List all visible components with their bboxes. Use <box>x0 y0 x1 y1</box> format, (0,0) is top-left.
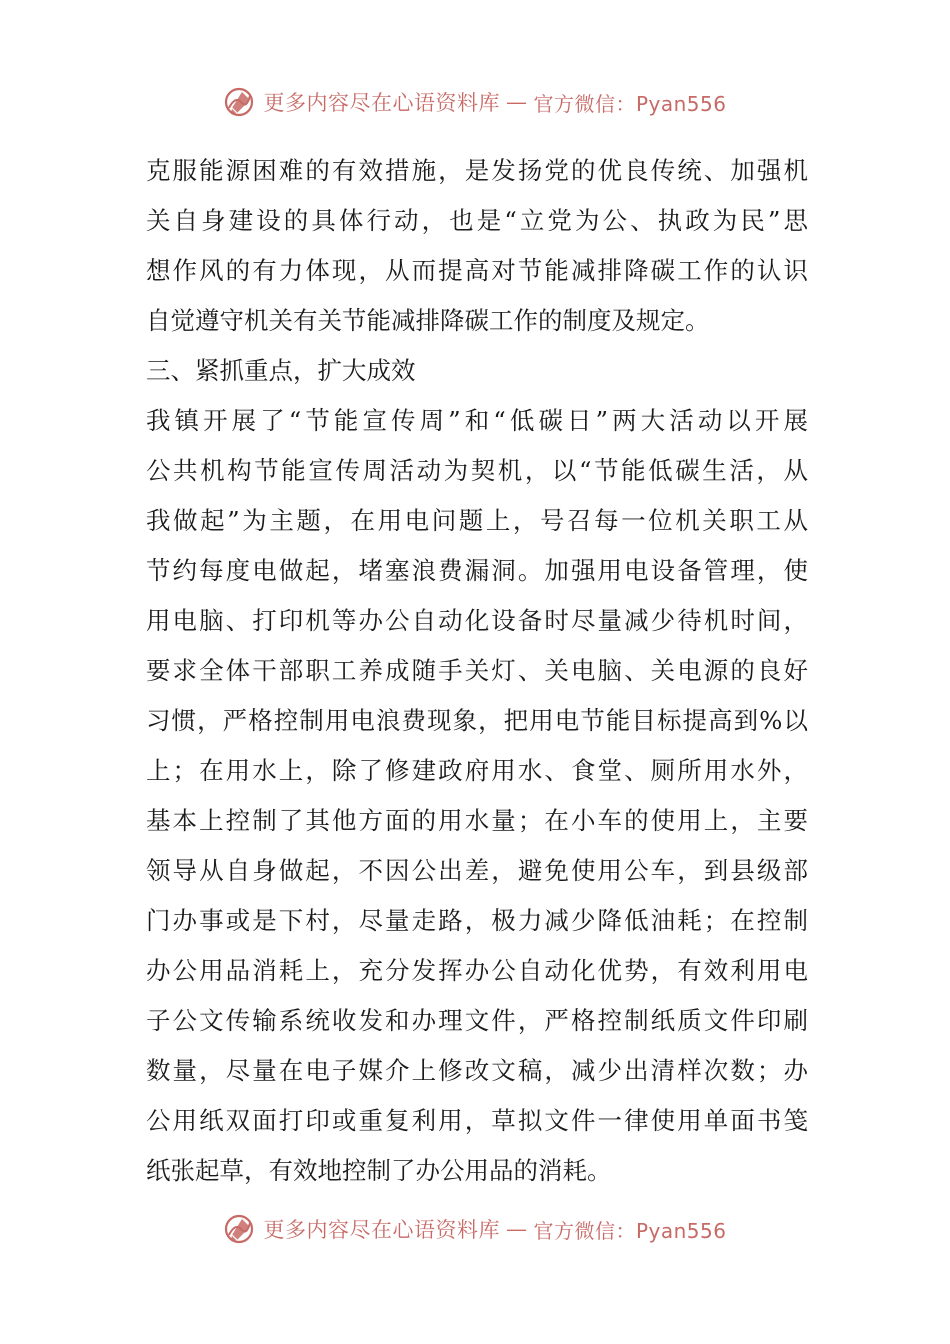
body-line: 想作风的有力体现，从而提高对节能减排降碳工作的认识 <box>146 256 808 285</box>
section-heading: 三、紧抓重点，扩大成效 <box>146 356 416 385</box>
body-line: 关自身建设的具体行动，也是“立党为公、执政为民”思 <box>146 206 808 235</box>
body-line: 克服能源困难的有效措施，是发扬党的优良传统、加强机 <box>146 156 808 185</box>
body-line: 领导从自身做起，不因公出差，避免使用公车，到县级部 <box>146 856 808 885</box>
body-line: 我做起”为主题，在用电问题上，号召每一位机关职工从 <box>146 506 808 535</box>
footer-dash: — <box>505 1217 528 1241</box>
body-line: 子公文传输系统收发和办理文件，严格控制纸质文件印刷 <box>146 1006 808 1035</box>
body-line: 办公用品消耗上，充分发挥办公自动化优势，有效利用电 <box>146 956 808 985</box>
body-line: 公用纸双面打印或重复利用，草拟文件一律使用单面书笺 <box>146 1106 808 1135</box>
body-line: 我镇开展了“节能宣传周”和“低碳日”两大活动以开展 <box>146 406 808 435</box>
footer-promo-banner[interactable] <box>0 1209 950 1249</box>
body-line: 要求全体干部职工养成随手关灯、关电脑、关电源的良好 <box>146 656 808 685</box>
header-wechat-text: 官方微信：Pyan556 <box>533 91 727 116</box>
body-line: 自觉遵守机关有关节能减排降碳工作的制度及规定。 <box>146 306 710 335</box>
body-line: 用电脑、打印机等办公自动化设备时尽量减少待机时间， <box>146 606 808 635</box>
footer-site-text: 更多内容尽在心语资料库 <box>263 1218 500 1242</box>
pen-signature-logo-icon <box>223 86 255 118</box>
header-promo-banner[interactable] <box>0 82 950 122</box>
pen-signature-logo-icon <box>223 1213 255 1245</box>
footer-wechat-text: 官方微信：Pyan556 <box>533 1218 727 1243</box>
body-line: 纸张起草，有效地控制了办公用品的消耗。 <box>146 1156 612 1185</box>
body-line: 节约每度电做起，堵塞浪费漏洞。加强用电设备管理，使 <box>146 556 808 585</box>
body-line: 公共机构节能宣传周活动为契机，以“节能低碳生活，从 <box>146 456 808 485</box>
header-site-text: 更多内容尽在心语资料库 <box>263 91 500 115</box>
body-line: 数量，尽量在电子媒介上修改文稿，减少出清样次数；办 <box>146 1056 808 1085</box>
header-dash: — <box>505 90 528 114</box>
document-body <box>146 146 808 1196</box>
body-line: 上；在用水上，除了修建政府用水、食堂、厕所用水外， <box>146 756 808 785</box>
body-line: 基本上控制了其他方面的用水量；在小车的使用上，主要 <box>146 806 808 835</box>
body-line: 门办事或是下村，尽量走路，极力减少降低油耗；在控制 <box>146 906 808 935</box>
body-line: 习惯，严格控制用电浪费现象，把用电节能目标提高到%以 <box>146 706 808 735</box>
